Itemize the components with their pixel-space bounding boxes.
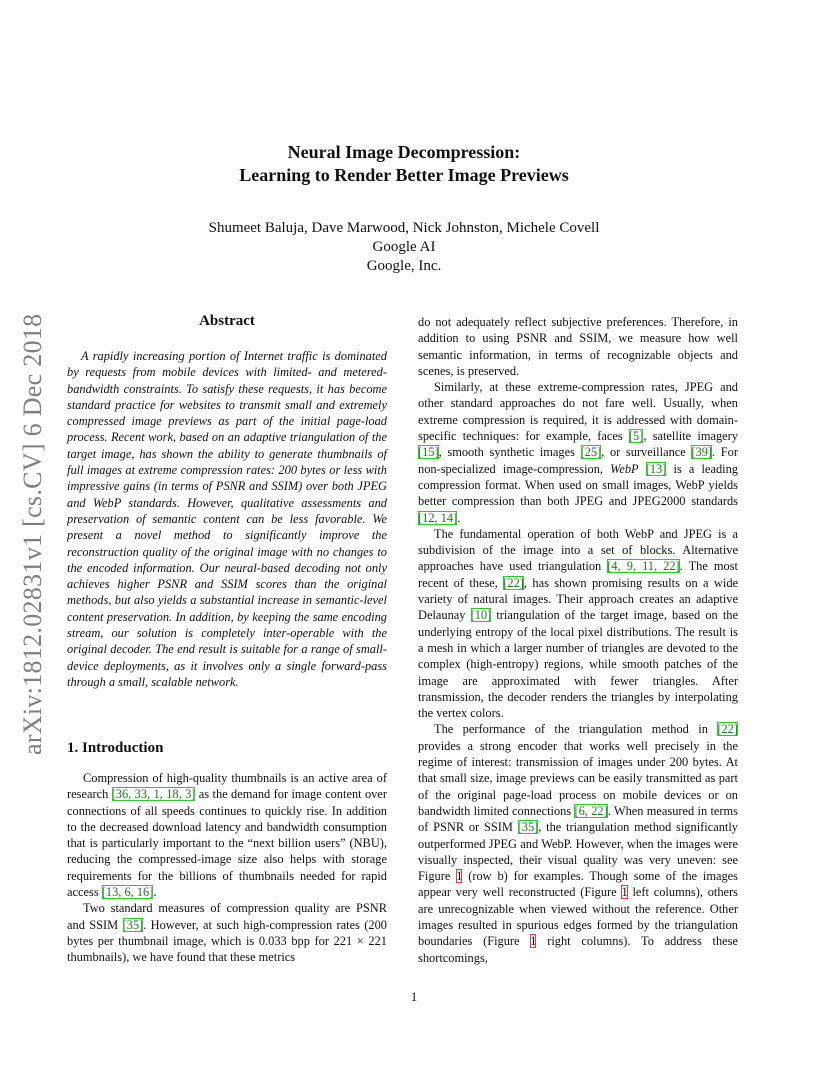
figure-link[interactable]: 1	[530, 934, 537, 949]
right-paragraph-3: The performance of the triangulation method in [22] provides a strong encoder that works well precisely in the regime of interest: transmission of images under 200 bytes. At that small size, image previews can be easily transmitted as part of the original page-load process on mobile devices or on bandwidth limited connections [6, 22]. When measured in terms of PSNR or SSIM [35], the triangulation method significantly outperformed JPEG and WebP. However, when the images were visually inspected, their visual quality was very uneven: see Figure 1 (row b) for examples. Though some of the images appear very well reconstructed (Figure 1 left columns), others are unrecognizable when viewed without the reference. Other images resulted in spurious edges formed by the triangulation boundaries (Figure 1 right columns). To address these shortcomings,	[418, 722, 739, 965]
author-names: Shumeet Baluja, Dave Marwood, Nick Johnston, Michele Covell	[208, 220, 600, 236]
citation-link[interactable]: [13, 6, 16]	[101, 885, 154, 900]
citation-link[interactable]: [25]	[580, 445, 602, 460]
citation-link[interactable]: [22]	[717, 722, 738, 737]
author-block	[120, 219, 688, 276]
right-paragraph-0: do not adequately reflect subjective preferences. Therefore, in addition to using PSNR and SSIM, we measure how well semantic information, in terms of recognizable objects and scenes, is preserved.	[418, 315, 738, 378]
citation-link[interactable]: [10]	[470, 608, 492, 623]
citation-link[interactable]: [4, 9, 11, 22]	[607, 559, 680, 574]
citation-link[interactable]: [12, 14]	[418, 510, 458, 525]
citation-link[interactable]: [35]	[122, 917, 144, 932]
citation-link[interactable]: [39]	[691, 445, 713, 460]
affiliation-2: Google, Inc.	[366, 258, 442, 274]
citation-link[interactable]: [5]	[628, 429, 644, 444]
citation-link[interactable]: [15]	[418, 445, 439, 460]
page-number: 1	[410, 990, 418, 1004]
paper-title	[120, 141, 688, 187]
citation-link[interactable]: [13]	[645, 461, 667, 476]
title-line-2: Learning to Render Better Image Previews	[239, 165, 569, 185]
citation-link[interactable]: [36, 33, 1, 18, 3]	[111, 787, 196, 802]
figure-link[interactable]: 1	[456, 869, 463, 884]
abstract-text: A rapidly increasing portion of Internet traffic is dominated by requests from mobile devices with limited- and metered-bandwidth constraints. To satisfy these requests, it has become standard practice for websites to transmit small and extremely compressed image previews as part of the initial page-load process. Recent work, based on an adaptive triangulation of the target image, has shown the ability to generate thumbnails of full images at extreme compression rates: 200 bytes or less with impressive gains (in terms of PSNR and SSIM) over both JPEG and WebP standards. However, qualitative assessments and preservation of semantic content can be less favorable. We present a novel method to significantly improve the reconstruction quality of the original image with no changes to the encoded information. Our neural-based decoding not only achieves higher PSNR and SSIM scores than the original methods, but also yields a substantial increase in semantic-level content preservation. In addition, by keeping the same encoding stream, our solution is completely inter-operable with the original decoder. The end result is suitable for a range of small-device deployments, as it involves only a single forward-pass through a small, scalable network.	[67, 349, 387, 689]
intro-body	[67, 770, 387, 966]
citation-link[interactable]: [35]	[517, 820, 539, 835]
figure-link[interactable]: 1	[621, 885, 628, 900]
intro-heading: 1. Introduction	[67, 740, 164, 756]
right-paragraph-2: The fundamental operation of both WebP and JPEG is a subdivision of the image into a set of blocks. Alternative approaches have used triangulation [4, 9, 11, 22]. The most recent of these, [22], has shown promising results on a wide variety of natural images. Their approach creates an adaptive Delaunay [10] triangulation of the target image, based on the underlying entropy of the local pixel distributions. The result is a mesh in which a larger number of triangles are devoted to the complex (high-entropy) regions, while smooth patches of the image are approximated with fewer triangles. After transmission, the decoder renders the triangles by interpolating the vertex colors.	[418, 526, 739, 721]
citation-link[interactable]: [6, 22]	[574, 803, 608, 818]
intro-paragraph-2: Two standard measures of compression quality are PSNR and SSIM [35]. However, at such high-compression rates (200 bytes per thumbnail image, which is 0.033 bpp for 221 × 221 thumbnails), we have found that these metrics	[67, 901, 387, 965]
right-column-body	[418, 314, 738, 966]
affiliation-1: Google AI	[372, 239, 436, 255]
abstract-heading: Abstract	[199, 313, 255, 329]
intro-paragraph-1: Compression of high-quality thumbnails is an active area of research [36, 33, 1, 18, 3] as the demand for image content over connections of all speeds continues to quickly rise. In addition to the decreased download latency and bandwidth consumption that is particularly important to the “next billion users” (NBU), reducing the compressed-image size also helps with storage requirements for the billions of thumbnails needed for rapid access [13, 6, 16].	[67, 771, 387, 900]
webp-term: WebP	[610, 461, 639, 476]
arxiv-identifier: arXiv:1812.02831v1 [cs.CV] 6 Dec 2018	[18, 313, 47, 755]
citation-link[interactable]: [22]	[503, 575, 524, 590]
right-paragraph-1: Similarly, at these extreme-compression rates, JPEG and other standard approaches do not fare well. Usually, when extreme compression is required, it is addressed with domain-specific techniques: for example, faces [5], satellite imagery [15], smooth synthetic images [25], or surveillance [39]. For non-specialized image-compression, WebP [13] is a leading compression format. When used on small images, WebP yields better compression than both JPEG and JPEG2000 standards [12, 14].	[418, 380, 739, 525]
title-line-1: Neural Image Decompression:	[287, 142, 521, 162]
